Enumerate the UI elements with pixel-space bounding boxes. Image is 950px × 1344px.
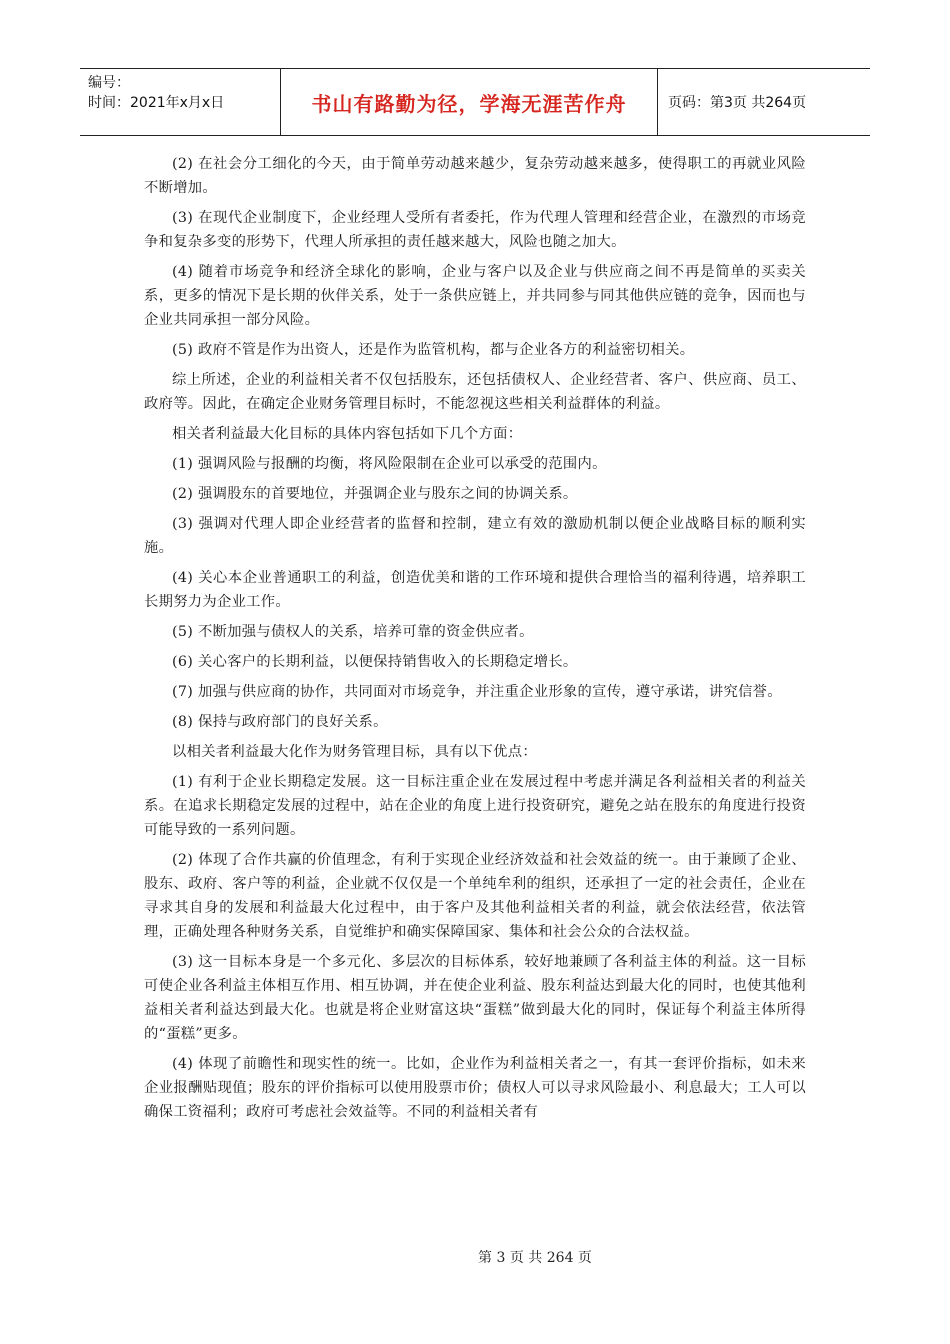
document-body	[144, 152, 806, 1130]
paragraph: (3) 在现代企业制度下，企业经理人受所有者委托，作为代理人管理和经营企业，在激烈的市场竞争和复杂多变的形势下，代理人所承担的责任越来越大，风险也随之加大。	[144, 210, 806, 250]
number-label: 编号：	[88, 75, 130, 91]
date-label: 时间：2021年x月x日	[88, 95, 225, 111]
paragraph: (2) 体现了合作共赢的价值理念，有利于实现企业经济效益和社会效益的统一。由于兼顾了企业、股东、政府、客户等的利益，企业就不仅仅是一个单纯牟利的组织，还承担了一定的社会责任，企业在寻求其自身的发展和利益最大化过程中，由于客户及其他利益相关者的利益，就会依法经营，依法管理，正确处理各种财务关系，自觉维护和确实保障国家、集体和社会公众的合法权益。	[144, 852, 806, 940]
paragraph: (5) 政府不管是作为出资人，还是作为监管机构，都与企业各方的利益密切相关。	[172, 342, 695, 358]
header-meta	[80, 69, 280, 135]
paragraph: (4) 关心本企业普通职工的利益，创造优美和谐的工作环境和提供合理恰当的福利待遇，培养职工长期努力为企业工作。	[144, 570, 806, 610]
footer-page-number: 第 3 页 共 264 页	[478, 1250, 592, 1266]
paragraph: (3) 这一目标本身是一个多元化、多层次的目标体系，较好地兼顾了各利益主体的利益。这一目标可使企业各利益主体相互作用、相互协调，并在使企业利益、股东利益达到最大化的同时，也使其他利益相关者利益达到最大化。也就是将企业财富这块“蛋糕”做到最大化的同时，保证每个利益主体所得的“蛋糕”更多。	[144, 954, 806, 1042]
paragraph: (2) 强调股东的首要地位，并强调企业与股东之间的协调关系。	[172, 486, 578, 502]
paragraph: 相关者利益最大化目标的具体内容包括如下几个方面：	[172, 426, 523, 442]
header-motto: 书山有路勤为径，学海无涯苦作舟	[280, 69, 658, 135]
paragraph: (8) 保持与政府部门的良好关系。	[172, 714, 388, 730]
page-footer	[0, 1247, 950, 1267]
paragraph: 综上所述，企业的利益相关者不仅包括股东，还包括债权人、企业经营者、客户、供应商、员工、政府等。因此，在确定企业财务管理目标时，不能忽视这些相关利益群体的利益。	[144, 372, 806, 412]
paragraph: (6) 关心客户的长期利益，以便保持销售收入的长期稳定增长。	[172, 654, 578, 670]
paragraph: (5) 不断加强与债权人的关系，培养可靠的资金供应者。	[172, 624, 534, 640]
paragraph: (4) 体现了前瞻性和现实性的统一。比如，企业作为利益相关者之一，有其一套评价指标，如未来企业报酬贴现值；股东的评价指标可以使用股票市价；债权人可以寻求风险最小、利息最大；工人可以确保工资福利；政府可考虑社会效益等。不同的利益相关者有	[144, 1056, 806, 1120]
paragraph: (1) 有利于企业长期稳定发展。这一目标注重企业在发展过程中考虑并满足各利益相关者的利益关系。在追求长期稳定发展的过程中，站在企业的角度上进行投资研究，避免之站在股东的角度进行投资可能导致的一系列问题。	[144, 774, 806, 838]
paragraph: (4) 随着市场竞争和经济全球化的影响，企业与客户以及企业与供应商之间不再是简单的买卖关系，更多的情况下是长期的伙伴关系，处于一条供应链上，并共同参与同其他供应链的竞争，因而也与企业共同承担一部分风险。	[144, 264, 806, 328]
paragraph: (7) 加强与供应商的协作，共同面对市场竞争，并注重企业形象的宣传，遵守承诺，讲究信誉。	[172, 684, 782, 700]
paragraph: (3) 强调对代理人即企业经营者的监督和控制，建立有效的激励机制以便企业战略目标的顺利实施。	[144, 516, 806, 556]
paragraph: (2) 在社会分工细化的今天，由于简单劳动越来越少，复杂劳动越来越多，使得职工的再就业风险不断增加。	[144, 156, 806, 196]
header-page-info: 页码：第3页 共264页	[668, 95, 807, 111]
page-header	[80, 68, 870, 136]
paragraph: 以相关者利益最大化作为财务管理目标，具有以下优点：	[172, 744, 537, 760]
paragraph: (1) 强调风险与报酬的均衡，将风险限制在企业可以承受的范围内。	[172, 456, 607, 472]
